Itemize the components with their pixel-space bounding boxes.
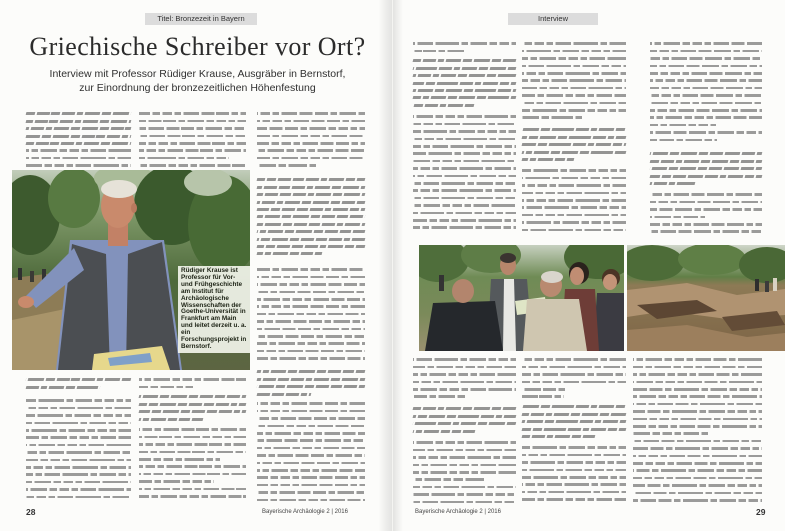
text-line: [633, 447, 762, 450]
text-line: [650, 72, 762, 75]
italic-text-line: [413, 96, 517, 99]
text-line: [257, 127, 365, 130]
text-line: [413, 182, 516, 185]
text-line: [522, 366, 626, 369]
text-line: [413, 388, 516, 391]
text-line: [413, 373, 516, 376]
text-line: [522, 177, 626, 180]
body-text: [257, 110, 365, 169]
text-line: [633, 403, 762, 406]
text-line: [522, 358, 626, 361]
italic-text-line: [522, 128, 627, 131]
text-line: [522, 498, 626, 501]
text-line: [522, 184, 626, 187]
text-line: [633, 358, 762, 361]
text-line: [26, 157, 131, 160]
text-line: [413, 501, 516, 504]
text-line: [413, 145, 516, 148]
italic-text-line: [139, 395, 247, 398]
text-line: [650, 223, 762, 226]
text-line: [633, 425, 762, 428]
text-line: [650, 94, 762, 97]
text-line: [522, 483, 626, 486]
text-line: [139, 465, 246, 468]
text-line: [633, 462, 762, 465]
italic-text-line: [257, 252, 322, 255]
text-line: [522, 229, 626, 232]
text-line: [522, 388, 565, 391]
italic-text-line: [26, 120, 132, 123]
italic-text-line: [26, 142, 132, 145]
italic-text-line: [257, 223, 366, 226]
text-line: [257, 454, 365, 457]
left-page: [0, 0, 392, 531]
text-line: [139, 488, 246, 491]
text-line: [522, 94, 626, 97]
text-line: [257, 462, 365, 465]
italic-text-line: [650, 160, 763, 163]
text-line: [650, 79, 762, 82]
italic-text-line: [257, 245, 366, 248]
person: [30, 271, 34, 282]
italic-text-line: [257, 393, 312, 396]
shirt: [523, 299, 587, 351]
text-line: [413, 175, 516, 178]
section-tag: Interview: [508, 13, 598, 25]
text-line: [139, 164, 246, 167]
interview-question: [257, 176, 365, 257]
text-line: [413, 130, 516, 133]
italic-text-line: [413, 407, 517, 410]
interview-question: [522, 126, 626, 163]
text-line: [413, 449, 516, 452]
text-line: [257, 320, 365, 323]
text-line: [139, 142, 246, 145]
italic-text-line: [413, 422, 517, 425]
text-line: [522, 373, 626, 376]
text-line: [413, 366, 516, 369]
text-line: [633, 388, 762, 391]
body-text: [26, 147, 131, 169]
body-text: [413, 356, 516, 400]
italic-text-line: [522, 428, 627, 431]
text-line: [650, 57, 762, 60]
italic-text-line: [26, 378, 132, 381]
text-line: [26, 496, 131, 499]
text-line: [413, 486, 516, 489]
text-line: [26, 444, 131, 447]
text-line: [257, 164, 316, 167]
gutter-shadow: [393, 0, 403, 531]
text-line: [257, 142, 365, 145]
text-line: [650, 109, 762, 112]
body-text: [139, 110, 246, 169]
body-text: [139, 426, 246, 500]
face: [570, 267, 584, 285]
text-line: [633, 469, 762, 472]
text-line: [257, 335, 365, 338]
text-line: [26, 488, 131, 491]
text-line: [139, 473, 246, 476]
excavation-photo: [627, 245, 785, 351]
text-line: [257, 447, 365, 450]
text-line: [257, 268, 365, 271]
hair: [541, 271, 563, 283]
text-line: [26, 429, 131, 432]
journal-footer: Bayerische Archäologie 2 | 2016: [262, 509, 348, 515]
italic-text-line: [413, 67, 517, 70]
intro-question: [26, 110, 131, 147]
italic-text-line: [257, 238, 366, 241]
text-line: [413, 226, 516, 229]
article-title: Griechische Schreiber vor Ort?: [29, 32, 366, 61]
text-line: [139, 120, 246, 123]
italic-text-line: [26, 386, 100, 389]
text-line: [257, 305, 365, 308]
italic-text-line: [413, 104, 475, 107]
text-line: [257, 491, 365, 494]
body-text: [413, 439, 516, 506]
text-line: [633, 395, 762, 398]
hair: [500, 253, 516, 263]
page-number: 28: [26, 507, 36, 517]
person: [773, 278, 777, 291]
text-line: [650, 201, 762, 204]
text-line: [139, 386, 193, 389]
text-line: [522, 206, 626, 209]
interview-question: [257, 368, 365, 398]
text-line: [257, 357, 365, 360]
text-line: [522, 116, 584, 119]
text-line: [26, 399, 131, 402]
italic-text-line: [26, 127, 132, 130]
text-line: [26, 407, 131, 410]
text-line: [650, 102, 762, 105]
italic-text-line: [257, 178, 366, 181]
text-line: [522, 461, 626, 464]
italic-text-line: [522, 143, 627, 146]
italic-text-line: [257, 193, 366, 196]
text-line: [522, 109, 626, 112]
body-text: [522, 444, 626, 503]
text-line: [257, 476, 365, 479]
text-line: [257, 135, 365, 138]
text-line: [650, 116, 762, 119]
italic-text-line: [522, 405, 627, 408]
italic-text-line: [257, 378, 366, 381]
text-line: [26, 473, 131, 476]
text-line: [26, 414, 131, 417]
italic-text-line: [413, 82, 517, 85]
text-line: [650, 193, 762, 196]
text-line: [522, 469, 626, 472]
text-line: [413, 381, 516, 384]
body-text: [650, 40, 762, 144]
text-line: [650, 216, 705, 219]
text-line: [139, 443, 246, 446]
text-line: [257, 350, 365, 353]
text-line: [257, 283, 365, 286]
interview-question: [413, 405, 516, 435]
text-line: [633, 366, 762, 369]
text-line: [26, 459, 131, 462]
body-text: [522, 167, 626, 234]
text-line: [650, 50, 762, 53]
body-text: [522, 40, 626, 121]
hair: [101, 180, 137, 198]
text-line: [26, 481, 131, 484]
text-line: [139, 157, 229, 160]
italic-text-line: [139, 403, 247, 406]
text-line: [650, 230, 762, 233]
portrait-caption: Rüdiger Krause ist Professor für Vor- und Frühgeschichte am Institut für Archäologische Wissenschaften der Goethe-Universität in Frankfurt am Main und leitet derzeit u. a. ein Forschungsprojekt in Bernstorf.: [178, 266, 250, 353]
italic-text-line: [522, 435, 595, 438]
italic-text-line: [26, 112, 132, 115]
italic-text-line: [522, 136, 627, 139]
person: [18, 268, 22, 280]
text-line: [522, 221, 626, 224]
body-text: [139, 376, 246, 391]
italic-text-line: [522, 151, 627, 154]
background-person: [439, 275, 444, 291]
italic-text-line: [522, 413, 627, 416]
text-line: [633, 440, 762, 443]
interview-question: [522, 403, 626, 440]
text-line: [413, 42, 516, 45]
text-line: [257, 149, 365, 152]
text-line: [257, 342, 365, 345]
text-line: [522, 65, 626, 68]
text-line: [139, 112, 246, 115]
text-line: [139, 495, 246, 498]
body-text: [413, 113, 516, 231]
italic-text-line: [257, 215, 366, 218]
text-line: [139, 428, 246, 431]
text-line: [413, 50, 465, 53]
italic-text-line: [257, 370, 366, 373]
text-line: [650, 42, 762, 45]
text-line: [139, 436, 246, 439]
text-line: [633, 492, 762, 495]
text-line: [413, 464, 516, 467]
head: [452, 279, 474, 303]
italic-text-line: [413, 415, 517, 418]
text-line: [633, 418, 762, 421]
text-line: [413, 204, 516, 207]
right-page: [393, 0, 785, 531]
italic-text-line: [139, 410, 247, 413]
text-line: [139, 480, 214, 483]
text-line: [650, 87, 762, 90]
text-line: [26, 451, 131, 454]
text-line: [413, 493, 516, 496]
text-line: [413, 456, 516, 459]
text-line: [257, 112, 365, 115]
italic-text-line: [257, 208, 366, 211]
body-text: [26, 397, 131, 501]
text-line: [522, 192, 626, 195]
italic-text-line: [413, 74, 517, 77]
shirt: [503, 279, 516, 351]
text-line: [257, 298, 365, 301]
text-line: [650, 65, 762, 68]
text-line: [522, 491, 626, 494]
text-line: [257, 276, 365, 279]
text-line: [26, 436, 131, 439]
body-text: [257, 266, 365, 362]
interview-question: [139, 393, 246, 423]
text-line: [413, 160, 516, 163]
body-text: [257, 400, 365, 504]
text-line: [650, 124, 716, 127]
text-line: [650, 139, 717, 142]
italic-text-line: [413, 89, 517, 92]
italic-text-line: [650, 167, 763, 170]
italic-text-line: [257, 186, 366, 189]
jacket: [425, 301, 503, 351]
hand: [18, 296, 34, 308]
text-line: [522, 42, 626, 45]
subtitle-line: zur Einordnung der bronzezeitlichen Höhenfestung: [79, 82, 316, 94]
text-line: [257, 484, 365, 487]
ear: [131, 203, 137, 213]
text-line: [257, 410, 365, 413]
journal-footer: Bayerische Archäologie 2 | 2016: [415, 509, 501, 515]
italic-text-line: [413, 430, 475, 433]
text-line: [522, 79, 626, 82]
text-line: [633, 432, 710, 435]
italic-text-line: [522, 420, 627, 423]
text-line: [413, 395, 465, 398]
body-text: [650, 191, 762, 235]
text-line: [522, 381, 626, 384]
text-line: [413, 471, 516, 474]
text-line: [257, 291, 365, 294]
body-text: [413, 40, 516, 55]
text-line: [413, 115, 516, 118]
text-line: [413, 219, 516, 222]
text-line: [26, 422, 131, 425]
text-line: [650, 131, 762, 134]
text-line: [413, 167, 516, 170]
text-line: [257, 417, 365, 420]
page-number: 29: [756, 507, 766, 517]
text-line: [139, 135, 246, 138]
text-line: [650, 208, 762, 211]
text-line: [413, 358, 516, 361]
italic-text-line: [522, 158, 575, 161]
text-line: [522, 395, 564, 398]
text-line: [257, 157, 365, 160]
person: [765, 281, 769, 292]
text-line: [522, 50, 626, 53]
text-line: [522, 57, 626, 60]
interview-question: [413, 57, 516, 109]
text-line: [522, 476, 626, 479]
text-line: [633, 484, 762, 487]
text-line: [257, 499, 365, 502]
text-line: [139, 149, 246, 152]
text-line: [26, 466, 131, 469]
tree: [48, 170, 100, 228]
group-photo: [419, 245, 624, 351]
section-tag: Titel: Bronzezeit in Bayern: [145, 13, 257, 25]
italic-text-line: [257, 385, 366, 388]
text-line: [257, 120, 365, 123]
subtitle-line: Interview mit Professor Rüdiger Krause, Ausgräber in Bernstorf,: [49, 68, 346, 80]
text-line: [26, 164, 131, 167]
body-text: [522, 356, 626, 400]
interview-question: [650, 150, 762, 187]
text-line: [413, 197, 516, 200]
text-line: [522, 72, 626, 75]
italic-text-line: [26, 135, 132, 138]
italic-text-line: [650, 152, 763, 155]
text-line: [522, 446, 626, 449]
text-line: [257, 425, 365, 428]
text-line: [633, 455, 762, 458]
text-line: [413, 478, 484, 481]
text-line: [257, 313, 365, 316]
photo-caption: [26, 376, 131, 391]
text-line: [522, 454, 626, 457]
italic-text-line: [257, 201, 366, 204]
text-line: [257, 469, 365, 472]
text-line: [257, 439, 365, 442]
article-subtitle: [10, 67, 385, 95]
text-line: [522, 169, 626, 172]
italic-text-line: [257, 230, 366, 233]
text-line: [633, 499, 762, 502]
face: [603, 274, 617, 290]
text-line: [139, 127, 246, 130]
text-line: [633, 381, 762, 384]
italic-text-line: [413, 59, 517, 62]
text-line: [522, 102, 626, 105]
person: [755, 279, 759, 291]
text-line: [633, 410, 762, 413]
text-line: [257, 432, 365, 435]
text-line: [139, 458, 220, 461]
text-line: [413, 152, 516, 155]
text-line: [413, 123, 516, 126]
text-line: [413, 212, 516, 215]
text-line: [257, 402, 365, 405]
text-line: [413, 441, 516, 444]
italic-text-line: [139, 418, 204, 421]
text-line: [26, 149, 131, 152]
text-line: [413, 138, 516, 141]
text-line: [522, 199, 626, 202]
text-line: [633, 373, 762, 376]
text-line: [413, 189, 516, 192]
italic-text-line: [650, 175, 763, 178]
text-line: [522, 214, 626, 217]
text-line: [139, 451, 246, 454]
text-line: [633, 477, 762, 480]
text-line: [257, 328, 365, 331]
text-line: [139, 378, 246, 381]
italic-text-line: [650, 182, 695, 185]
body-text: [633, 356, 762, 504]
text-line: [522, 87, 626, 90]
